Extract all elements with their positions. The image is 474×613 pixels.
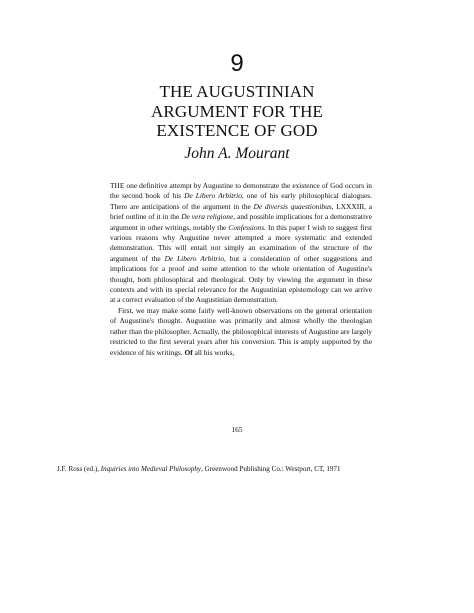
body-text bbox=[110, 181, 372, 358]
paragraph-1 bbox=[110, 181, 372, 306]
work-title-confessions: Confessions. bbox=[228, 222, 266, 232]
author-name: John A. Mourant bbox=[184, 145, 290, 162]
paragraph-1-text: In this paper I wish to suggest first various reasons why Augustine never attempted a more systematic and extended demonstration. This will entail not simply an examination of the structure of the argument of the bbox=[110, 222, 372, 263]
work-title-de-libero-arbitrio: De Libero Arbitrio, bbox=[184, 191, 244, 201]
page-number: 165 bbox=[231, 425, 243, 434]
source-footnote bbox=[57, 464, 357, 474]
chapter-title-line-1: THE AUGUSTINIAN bbox=[159, 82, 315, 101]
work-title-de-libero-arbitrio: De Libero Arbitrio, bbox=[164, 253, 226, 263]
work-title-de-diversis: De diversis quaestionibus, bbox=[253, 201, 334, 211]
paragraph-1-text: but a consideration of other suggestions and implications for a proof and some attention to the whole orientation of Augustine's thought, both philosophical and theological. Only by viewing the argument in these contexts and with its special relevance for the Augustinian epistemology can we arrive at a correct evaluation of the Augustinian demonstration. bbox=[110, 253, 372, 305]
chapter-title-line-3: EXISTENCE OF GOD bbox=[156, 121, 318, 140]
footnote-text: J.F. Ross (ed.), bbox=[57, 465, 101, 473]
paragraph-1-text: and possible implications for a demonstrative argument in other writings, notably the bbox=[110, 212, 372, 232]
paragraph-2-text: all his works, bbox=[192, 347, 235, 357]
paragraph-2 bbox=[110, 306, 372, 358]
paragraph-1-text: one of his early philosophical dialogues. There are anticipations of the argument in the bbox=[110, 191, 372, 211]
chapter-title-line-2: ARGUMENT FOR THE bbox=[151, 101, 323, 121]
chapter-title bbox=[0, 82, 474, 141]
paragraph-1-text: LXXXIII, a brief outline of it in the bbox=[110, 201, 372, 222]
paragraph-2-text: First, we may make some fairly well-known observations on the general orientation of Augustine's thought. Augustine was primarily and almost wholly the theologian rather than the philosopher. Actually, the philosophical interests of Augustine are largely restricted to the first several years after his conversion. This is amply supported by the evidence of his writings. bbox=[110, 305, 372, 357]
chapter-number: 9 bbox=[230, 50, 244, 77]
footnote-book-title: Inquiries into Medieval Philosophy bbox=[100, 465, 202, 473]
work-title-de-vera-religione: De vera religione, bbox=[181, 212, 236, 222]
bold-word: Of bbox=[184, 347, 193, 357]
footnote-text: , Greenwood Publishing Co.: Westport, CT, 1971 bbox=[201, 465, 341, 473]
paragraph-1-text: THE one definitive attempt by Augustine to demonstrate the existence of God occurs in the second book of his bbox=[110, 181, 372, 201]
